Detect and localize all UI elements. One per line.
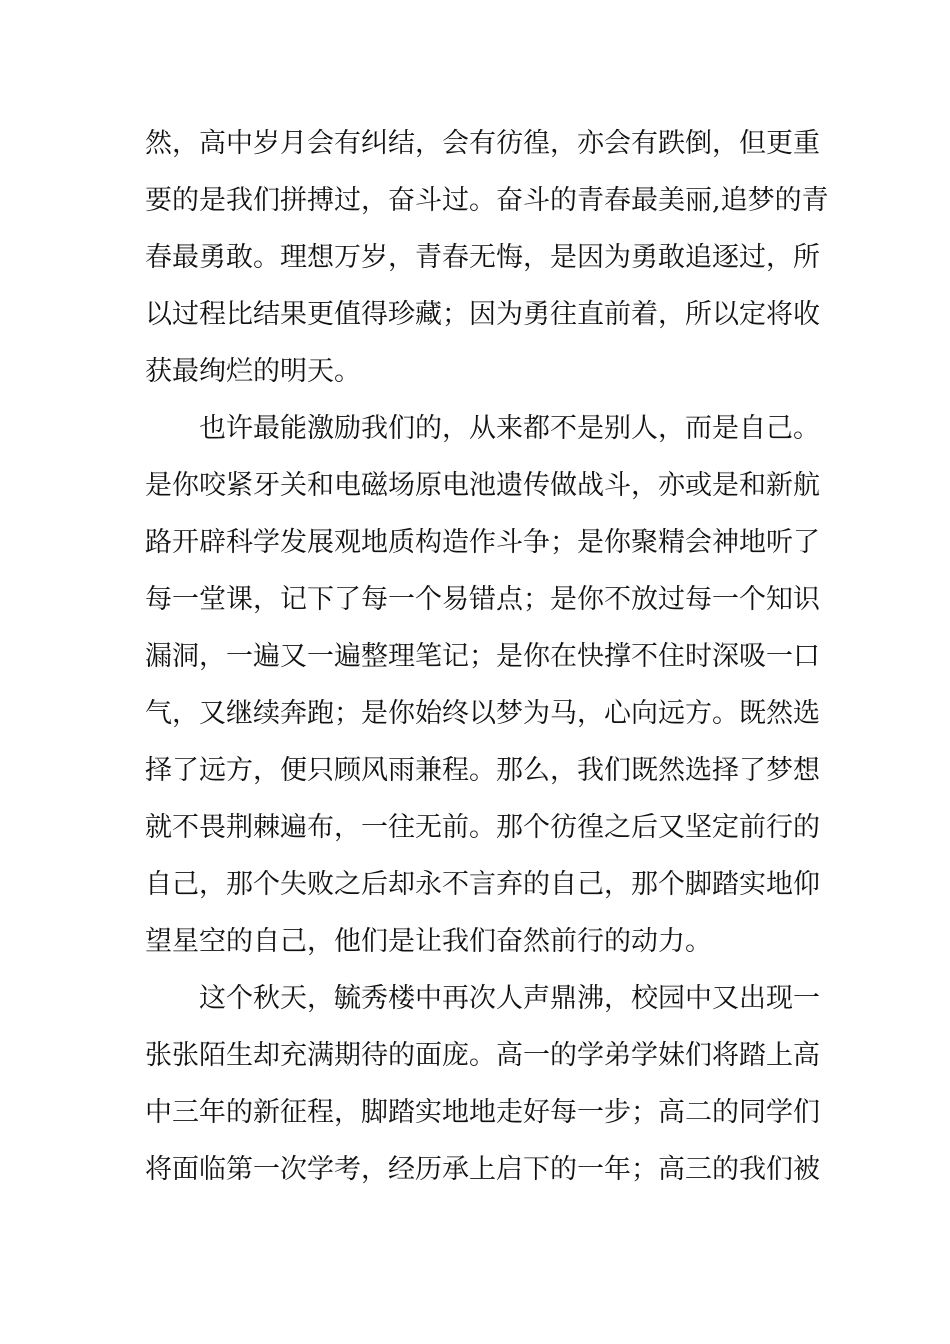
text-line: 张张陌生却充满期待的面庞。高一的学弟学妹们将踏上高 <box>145 1040 820 1071</box>
text-line: 漏洞，一遍又一遍整理笔记；是你在快撑不住时深吸一口 <box>145 641 820 672</box>
text-line: 是你咬紧牙关和电磁场原电池遗传做战斗，亦或是和新航 <box>145 470 820 501</box>
text-line: 要的是我们拼搏过，奋斗过。奋斗的青春最美丽,追梦的青 <box>145 185 829 216</box>
paragraph-first-line: 这个秋天，毓秀楼中再次人声鼎沸，校园中又出现一 <box>199 983 820 1014</box>
text-line: 择了远方，便只顾风雨兼程。那么，我们既然选择了梦想 <box>145 755 820 786</box>
text-line: 每一堂课，记下了每一个易错点；是你不放过每一个知识 <box>145 584 820 615</box>
text-line: 然，高中岁月会有纠结，会有彷徨，亦会有跌倒，但更重 <box>145 128 820 159</box>
text-line: 以过程比结果更值得珍藏；因为勇往直前着，所以定将收 <box>145 299 820 330</box>
text-line: 路开辟科学发展观地质构造作斗争；是你聚精会神地听了 <box>145 527 820 558</box>
paragraph-first-line: 也许最能激励我们的，从来都不是别人，而是自己。 <box>199 413 820 444</box>
text-line: 气，又继续奔跑；是你始终以梦为马，心向远方。既然选 <box>145 698 820 729</box>
text-line: 获最绚烂的明天。 <box>145 356 361 387</box>
text-line: 就不畏荆棘遍布，一往无前。那个彷徨之后又坚定前行的 <box>145 812 820 843</box>
text-line: 望星空的自己，他们是让我们奋然前行的动力。 <box>145 926 712 957</box>
text-line: 自己，那个失败之后却永不言弃的自己，那个脚踏实地仰 <box>145 869 820 900</box>
text-line: 春最勇敢。理想万岁，青春无悔，是因为勇敢追逐过，所 <box>145 242 820 273</box>
text-line: 中三年的新征程，脚踏实地地走好每一步；高二的同学们 <box>145 1097 820 1128</box>
text-line: 将面临第一次学考，经历承上启下的一年；高三的我们被 <box>145 1154 820 1185</box>
